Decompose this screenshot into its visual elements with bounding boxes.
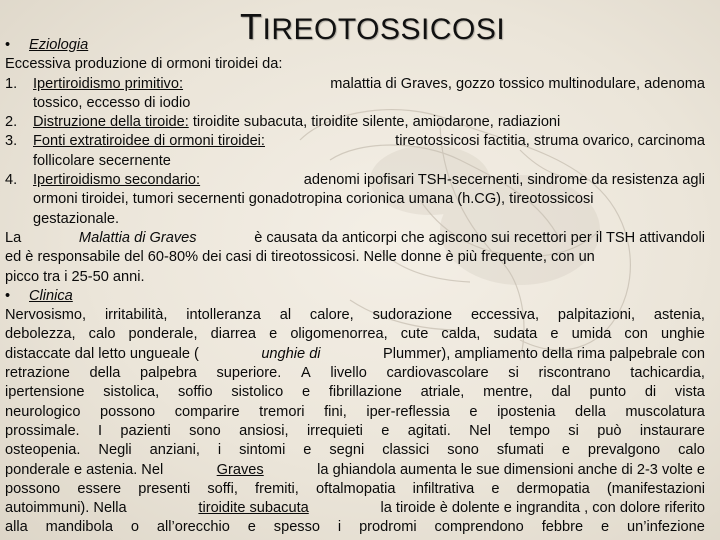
word: e <box>269 326 278 343</box>
clinica-line <box>5 306 705 325</box>
word: atriale, <box>420 384 465 401</box>
word: spesso <box>273 519 321 536</box>
word: si <box>568 422 579 439</box>
graves-line-3: picco tra i 25-50 anni. <box>5 268 145 285</box>
word: sfumati <box>496 442 544 459</box>
word: calore, <box>309 307 354 324</box>
word: unghie <box>661 326 705 343</box>
word: eccessiva, <box>470 307 540 324</box>
word: e <box>550 326 559 343</box>
word: soffio <box>177 384 213 401</box>
title-first-letter: T <box>240 6 263 47</box>
word: prodromi <box>359 519 417 536</box>
word: essere <box>77 480 122 497</box>
word: dal <box>551 384 571 401</box>
word: della <box>89 365 121 382</box>
word: punto <box>589 384 627 401</box>
word: e <box>561 442 570 459</box>
graves-term: Malattia di Graves <box>78 229 197 246</box>
clinica-line <box>5 480 705 499</box>
word: di <box>644 384 657 401</box>
word: (manifestazioni <box>606 480 705 497</box>
word: i <box>337 519 342 536</box>
word: calo <box>678 442 705 459</box>
word: I <box>97 422 103 439</box>
list-item-2 <box>5 113 705 132</box>
word: all’orecchio <box>156 519 230 536</box>
bullet-icon: • <box>5 287 11 304</box>
text-span: la tiroide è dolente e ingrandita , con dolore riferito <box>380 500 705 517</box>
underlined-term: Graves <box>216 461 264 478</box>
list-item-3-text: tireotossicosi factitia, struma ovarico, carcinoma <box>395 133 705 150</box>
word: pazienti <box>120 422 171 439</box>
word: prossimale. <box>5 422 80 439</box>
list-item-1 <box>5 75 705 94</box>
text-span: ponderale e astenia. Nel <box>5 461 164 478</box>
word: sudorazione <box>372 307 453 324</box>
word: cute <box>400 326 429 343</box>
word: fremiti, <box>255 480 299 497</box>
word: ipertensione <box>5 384 85 401</box>
clinica-line <box>5 518 705 537</box>
word: alla <box>5 519 28 536</box>
word: e <box>469 403 478 420</box>
word: tempo <box>509 422 550 439</box>
word: Negli <box>98 442 132 459</box>
word: fibrillazione <box>328 384 402 401</box>
word: A <box>300 365 311 382</box>
text-span: La <box>5 229 22 246</box>
word: febbre <box>541 519 584 536</box>
word: e <box>301 384 311 401</box>
word: segni <box>329 442 365 459</box>
word: può <box>597 422 622 439</box>
word: comprendono <box>434 519 524 536</box>
word: tachicardia, <box>630 365 705 382</box>
list-item-4-cont: gestazionale. <box>33 210 120 227</box>
list-number: 1. <box>5 75 18 92</box>
word: cardiovascolare <box>386 365 489 382</box>
clinica-line <box>5 403 705 422</box>
list-item-4-text: adenomi ipofisari TSH-secernenti, sindrome da resistenza agli <box>303 172 705 189</box>
word: e <box>303 442 312 459</box>
word: sistolica, <box>103 384 160 401</box>
text-span: Plummer), ampliamento della rima palpebrale con <box>382 345 705 362</box>
word: oligomenorrea, <box>290 326 388 343</box>
italic-term: unghie di <box>261 345 321 362</box>
word: sudata <box>493 326 538 343</box>
word: o <box>130 519 139 536</box>
word: riscontrano <box>538 365 611 382</box>
text-span: autoimmuni). Nella <box>5 500 127 517</box>
list-number: 4. <box>5 172 18 189</box>
word: palpebra <box>140 365 197 382</box>
word: e <box>491 480 500 497</box>
word: calda, <box>441 326 481 343</box>
word: astenia, <box>653 307 705 324</box>
word: mandibola <box>45 519 113 536</box>
list-item-2-label: Distruzione della tiroide: <box>33 114 189 131</box>
section-clinica-label: Clinica <box>29 287 73 304</box>
word: vista <box>674 384 705 401</box>
word: dermopatia <box>516 480 590 497</box>
word: sintomi <box>239 442 286 459</box>
word: al <box>279 307 292 324</box>
word: sono <box>189 422 221 439</box>
word: prevalgono <box>587 442 661 459</box>
word: instaurare <box>639 422 705 439</box>
list-item-2-text: tiroidite subacuta, tiroidite silente, amiodarone, radiazioni <box>192 114 561 131</box>
list-item-1-text: malattia di Graves, gozzo tossico multinodulare, adenoma <box>330 75 705 92</box>
clinica-line <box>5 325 705 344</box>
word: ponderale, <box>128 326 198 343</box>
word: e <box>247 519 256 536</box>
word: sono <box>447 442 479 459</box>
word: fini, <box>324 403 347 420</box>
clinica-line <box>5 499 705 518</box>
word: tremori <box>259 403 305 420</box>
word: iper-reflessia <box>366 403 450 420</box>
list-item-1-label: Ipertiroidismo primitivo: <box>33 75 184 92</box>
graves-line-1 <box>5 229 705 248</box>
clinica-line <box>5 383 705 402</box>
list-item-3-cont: follicolare secernente <box>33 152 171 169</box>
list-item-4 <box>5 171 705 190</box>
list-item-4-cont: ormoni tiroidei, tumori secernenti gonadotropina corionica umana (h.CG), tireotossicosi <box>33 191 594 208</box>
list-item-3 <box>5 132 705 151</box>
word: della <box>575 403 606 420</box>
word: Nervosismo, <box>5 307 87 324</box>
list-number: 2. <box>5 114 18 131</box>
section-eziologia <box>5 36 705 55</box>
word: un’infezione <box>626 519 705 536</box>
word: e <box>381 422 390 439</box>
word: infiltrativa <box>412 480 475 497</box>
word: livello <box>330 365 367 382</box>
word: comparire <box>174 403 240 420</box>
clinica-line <box>5 345 705 364</box>
word: anziani, <box>149 442 200 459</box>
word: retrazione <box>5 365 70 382</box>
word: osteopenia. <box>5 442 81 459</box>
word: irrequieti <box>306 422 363 439</box>
clinica-line <box>5 364 705 383</box>
section-clinica <box>5 287 705 306</box>
word: i <box>217 442 222 459</box>
clinica-line <box>5 461 705 480</box>
title-rest: IREOTOSSICOSI <box>262 13 506 46</box>
word: muscolatura <box>625 403 705 420</box>
underlined-term: tiroidite subacuta <box>198 500 309 517</box>
word: neurologico <box>5 403 81 420</box>
word: ipostenia <box>497 403 556 420</box>
word: calo <box>88 326 116 343</box>
intro-text: Eccessiva produzione di ormoni tiroidei da: <box>5 56 283 73</box>
list-item-4-label: Ipertiroidismo secondario: <box>33 172 201 189</box>
word: sistolico <box>231 384 284 401</box>
word: diarrea <box>210 326 257 343</box>
list-item-3-label: Fonti extratiroidee di ormoni tiroidei: <box>33 133 265 150</box>
text-span: distaccate dal letto ungueale ( <box>5 345 199 362</box>
word: Nel <box>469 422 492 439</box>
word: oftalmopatia <box>315 480 396 497</box>
word: intolleranza <box>186 307 261 324</box>
word: presenti <box>138 480 191 497</box>
graves-line-2: ed è responsabile del 60-80% dei casi di tireotossicosi. Nelle donne è più frequente, con un <box>5 249 595 266</box>
word: umida <box>571 326 612 343</box>
word: possono <box>100 403 156 420</box>
word: mentre, <box>483 384 533 401</box>
clinica-line <box>5 422 705 441</box>
word: superiore. <box>216 365 282 382</box>
word: classici <box>382 442 430 459</box>
word: e <box>600 519 610 536</box>
word: soffi, <box>207 480 238 497</box>
text-span: la ghiandola aumenta le sue dimensioni anche di 2-3 volte e <box>317 461 705 478</box>
slide-body <box>5 36 705 538</box>
word: agitati. <box>407 422 451 439</box>
word: con <box>624 326 648 343</box>
text-span: è causata da anticorpi che agiscono sui recettori per il TSH attivandoli <box>254 229 705 246</box>
word: irritabilità, <box>104 307 168 324</box>
word: si <box>508 365 519 382</box>
clinica-line <box>5 441 705 460</box>
list-item-1-cont: tossico, eccesso di iodio <box>33 94 191 111</box>
word: palpitazioni, <box>557 307 635 324</box>
section-eziologia-label: Eziologia <box>29 37 89 53</box>
list-number: 3. <box>5 133 18 150</box>
word: possono <box>5 480 61 497</box>
word: debolezza, <box>5 326 76 343</box>
bullet-icon: • <box>5 37 11 53</box>
word: ansiosi, <box>239 422 289 439</box>
